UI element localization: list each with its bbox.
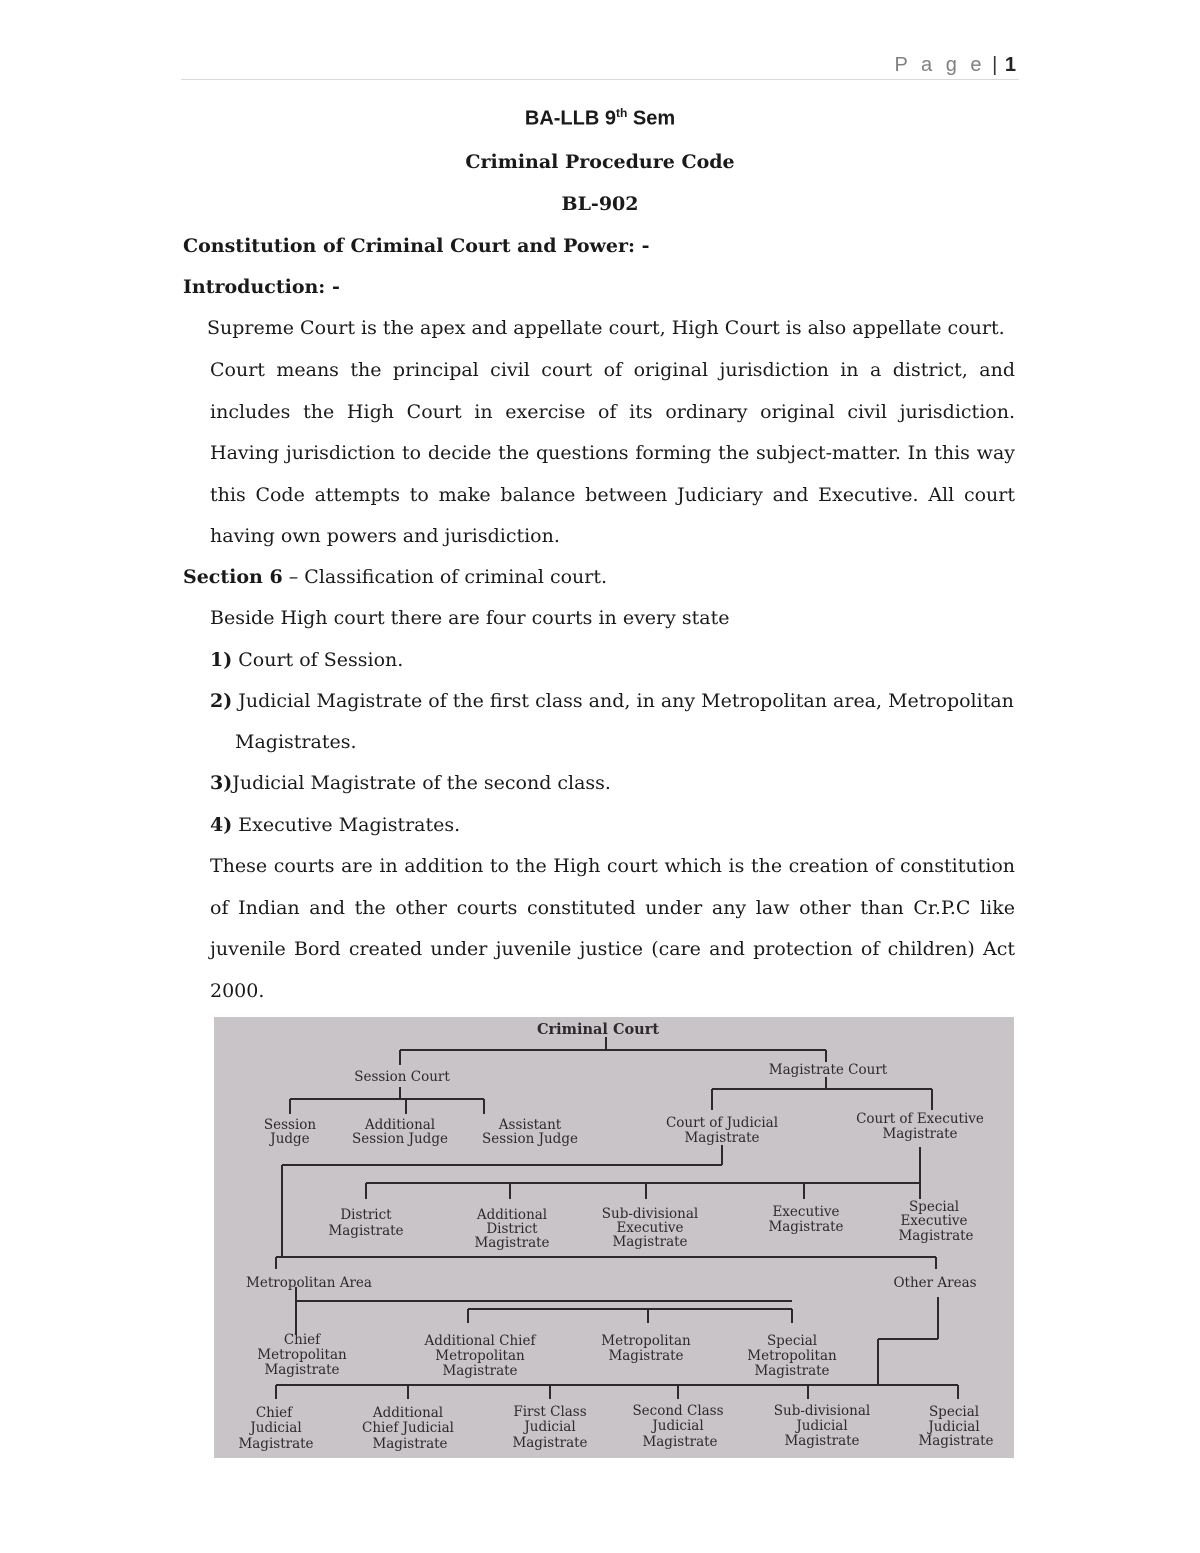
node-mm-1: Metropolitan xyxy=(601,1333,691,1349)
node-district-magistrate-1: District xyxy=(340,1207,392,1223)
node-add-district-3: Magistrate xyxy=(474,1235,550,1251)
node-add-district-1: Additional xyxy=(476,1207,548,1223)
node-executive-magistrate-1: Executive xyxy=(772,1204,840,1220)
node-special-exec-3: Magistrate xyxy=(898,1228,974,1244)
node-executive-magistrate-2: Magistrate xyxy=(768,1219,844,1235)
node-acmm-2: Metropolitan xyxy=(435,1348,525,1364)
node-sjm-2: Judicial xyxy=(928,1419,980,1435)
node-subdiv-exec-3: Magistrate xyxy=(612,1234,688,1250)
node-scjm-1: Second Class xyxy=(632,1403,724,1419)
node-acmm-1: Additional Chief xyxy=(424,1333,536,1349)
node-cmm-3: Magistrate xyxy=(264,1362,340,1378)
node-magistrate-court: Magistrate Court xyxy=(768,1062,888,1078)
closing-paragraph: These courts are in addition to the High court which is the creation of constitution of Indian and the other courts constituted under any law other than Cr.P.C like juvenile Bord created under juvenile justice (care and protection of children) Act 2000. xyxy=(210,855,1015,1002)
court-item-1 xyxy=(210,640,403,682)
node-additional-session-judge-2: Session Judge xyxy=(352,1131,448,1147)
court-item-2 xyxy=(210,681,1014,723)
node-court-executive-1: Court of Executive xyxy=(856,1111,984,1127)
court-item-num: 2) xyxy=(210,690,233,712)
node-metropolitan-area: Metropolitan Area xyxy=(246,1275,372,1291)
node-sdjm-1: Sub-divisional xyxy=(773,1403,871,1419)
subject-title: Criminal Procedure Code xyxy=(465,151,735,173)
court-item-num: 4) xyxy=(210,814,233,836)
node-other-areas: Other Areas xyxy=(893,1275,977,1291)
node-fcjm-1: First Class xyxy=(513,1404,587,1420)
node-scjm-3: Magistrate xyxy=(642,1434,718,1450)
court-item-text: Judicial Magistrate of the second class. xyxy=(232,772,611,794)
node-additional-session-judge-1: Additional xyxy=(364,1117,436,1133)
program-text: BA-LLB 9 xyxy=(524,107,616,130)
node-session-court: Session Court xyxy=(354,1069,450,1085)
program-title xyxy=(181,106,1019,131)
node-assistant-session-judge-2: Session Judge xyxy=(482,1131,578,1147)
court-item-num: 3) xyxy=(210,772,233,794)
node-acjm-1: Additional xyxy=(372,1405,444,1421)
court-item-text: Judicial Magistrate of the first class and, in any Metropolitan area, Metropolitan xyxy=(232,690,1014,712)
intro-paragraph: Court means the principal civil court of original jurisdiction in a district, and includes the High Court in exercise of its ordinary original civil jurisdiction. Having jurisdiction to decide the questions forming the subject-matter. In this way this Code attempts to make balance between Judiciary and Executive. All court having own powers and jurisdiction. xyxy=(210,359,1015,547)
node-scjm-2: Judicial xyxy=(652,1418,704,1434)
node-district-magistrate-2: Magistrate xyxy=(328,1223,404,1239)
node-smm-2: Metropolitan xyxy=(747,1348,837,1364)
page-label: P a g e xyxy=(894,54,986,76)
node-subdiv-exec-1: Sub-divisional xyxy=(601,1206,699,1222)
node-acjm-3: Magistrate xyxy=(372,1436,448,1452)
node-acmm-3: Magistrate xyxy=(442,1363,518,1379)
node-cmm-2: Metropolitan xyxy=(257,1347,347,1363)
node-court-judicial-1: Court of Judicial xyxy=(665,1115,779,1131)
court-item-3 xyxy=(210,763,611,805)
court-item-num: 1) xyxy=(210,649,233,671)
node-subdiv-exec-2: Executive xyxy=(616,1220,684,1236)
node-cjm-2: Judicial xyxy=(250,1420,302,1436)
header-rule xyxy=(181,79,1019,80)
section6-line xyxy=(183,557,607,599)
beside-line: Beside High court there are four courts in every state xyxy=(210,607,730,629)
node-session-judge-1: Session xyxy=(263,1117,317,1133)
node-sjm-3: Magistrate xyxy=(918,1433,994,1449)
page-header xyxy=(895,54,1017,77)
node-smm-1: Special xyxy=(766,1333,818,1349)
node-assistant-session-judge-1: Assistant xyxy=(498,1117,562,1133)
node-court-executive-2: Magistrate xyxy=(882,1126,958,1142)
node-special-exec-2: Executive xyxy=(900,1213,968,1229)
court-item-2-cont: Magistrates. xyxy=(235,731,357,753)
node-fcjm-3: Magistrate xyxy=(512,1435,588,1451)
court-item-4 xyxy=(210,805,460,847)
node-session-judge-2: Judge xyxy=(270,1131,310,1147)
node-fcjm-2: Judicial xyxy=(524,1419,576,1435)
node-sjm-1: Special xyxy=(928,1404,980,1420)
node-sdjm-2: Judicial xyxy=(796,1418,848,1434)
program-tail: Sem xyxy=(627,107,676,130)
node-criminal-court: Criminal Court xyxy=(536,1021,660,1038)
node-cjm-3: Magistrate xyxy=(238,1436,314,1452)
section-heading: Constitution of Criminal Court and Power: - xyxy=(183,235,650,257)
intro-line: Supreme Court is the apex and appellate court, High Court is also appellate court. xyxy=(207,317,1005,339)
node-smm-3: Magistrate xyxy=(754,1363,830,1379)
node-cjm-1: Chief xyxy=(255,1405,293,1421)
section6-label: Section 6 xyxy=(183,566,283,588)
page-number: 1 xyxy=(1004,54,1017,76)
court-hierarchy-diagram xyxy=(214,1017,1014,1458)
node-sdjm-3: Magistrate xyxy=(784,1433,860,1449)
page-separator: | xyxy=(992,54,999,76)
node-add-district-2: District xyxy=(486,1221,538,1237)
court-item-text: Court of Session. xyxy=(232,649,404,671)
court-item-text: Executive Magistrates. xyxy=(232,814,461,836)
node-acjm-2: Chief Judicial xyxy=(362,1420,454,1436)
node-special-exec-1: Special xyxy=(908,1199,960,1215)
court-hierarchy-svg xyxy=(214,1017,1014,1458)
section6-text: – Classification of criminal court. xyxy=(282,566,608,588)
course-code: BL-902 xyxy=(561,193,639,215)
intro-heading: Introduction: - xyxy=(183,276,340,298)
node-cmm-1: Chief xyxy=(283,1332,321,1348)
program-sup: th xyxy=(615,106,628,120)
node-court-judicial-2: Magistrate xyxy=(684,1130,760,1146)
node-mm-2: Magistrate xyxy=(608,1348,684,1364)
